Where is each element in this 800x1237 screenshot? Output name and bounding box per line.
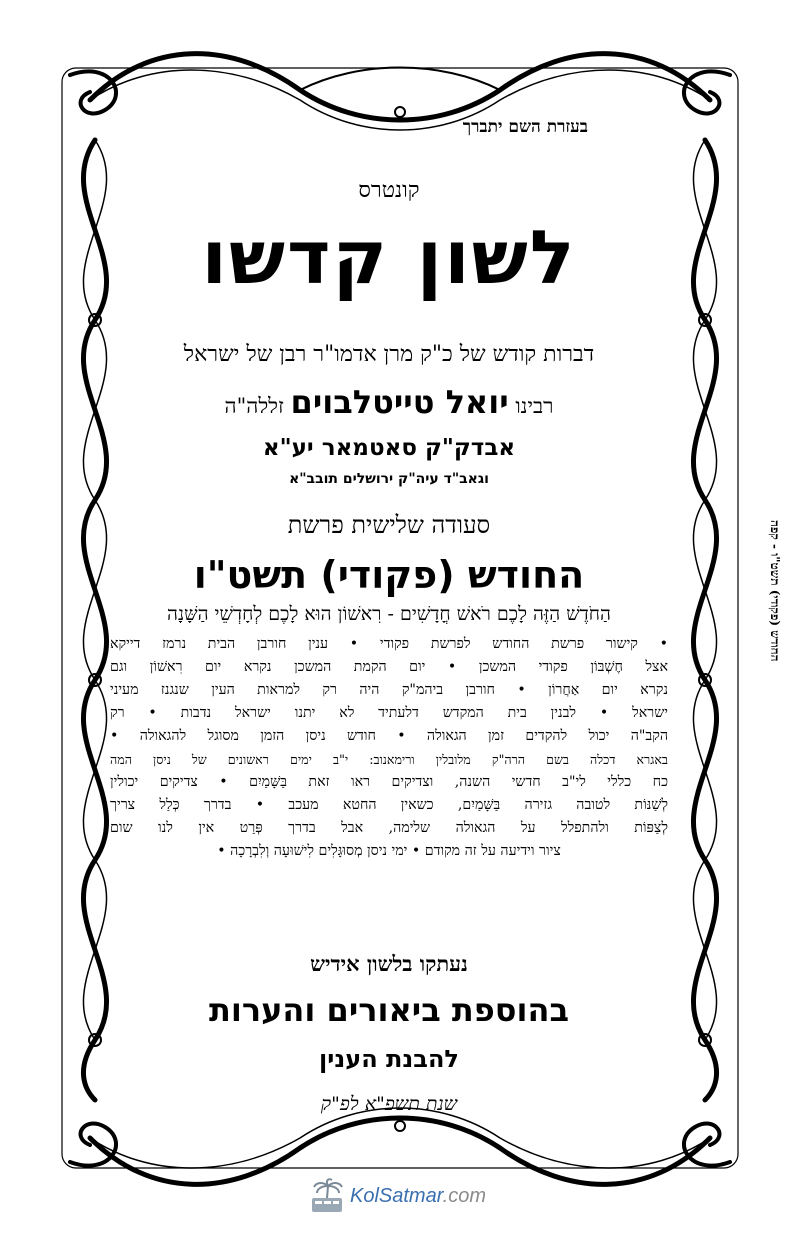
summary-line: ישראל • לבנין בית המקדש דלעתיד לא יתנו ישראל נדבות • רק — [110, 705, 668, 721]
hosafa-line: בהוספת ביאורים והערות — [209, 991, 569, 1029]
palm-tree-icon — [308, 1178, 346, 1214]
summary-line: הקב"ה יכול להקדים זמן הגאולה • חודש ניסן הזמן מסוגל להגאולה • — [110, 728, 668, 744]
summary-line: ציור וידיעה על זה מקודם • ימי ניסן מְסוּגָּלִים לִישׁוּעָה וְלִבְרָכָה • — [217, 843, 561, 859]
lehavanas-line: להבנת הענין — [319, 1045, 459, 1073]
logo-name: KolSatmar — [350, 1185, 443, 1207]
summary-line: אצל חֶשְׁבּוֹן פקודי המשכן • יום הקמת המשכן נקרא יום רִאשׁוֹן וגם — [110, 659, 668, 675]
rabbeinu-line — [110, 383, 668, 421]
rabbeinu-post: זללה"ה — [224, 394, 284, 418]
summary-line: נקרא יום אַחֲרוֹן • חורבן ביהמ"ק היה רק למראות העין שנגנז מעיני — [110, 682, 668, 698]
seuda-line: סעודה שלישית פרשת — [287, 511, 491, 539]
avd-line-2: וגאב"ד עיה"ק ירושלים תובב"א — [289, 471, 489, 487]
summary-line: כח כללי לי"ב חדשי השנה, וצדיקים ראו זאת בַּשָּׁמַיִם • צדיקים יכולין — [110, 774, 668, 790]
divrei-line: דברות קודש של כ"ק מרן אדמו"ר רבן של ישראל — [183, 342, 595, 367]
summary-line: • קישור פרשת החודש לפרשת פקודי • ענין חורבן הבית נרמז דייקא — [110, 636, 668, 652]
kuntres-label: קונטרס — [358, 178, 420, 203]
kolsatmar-logo[interactable] — [308, 1178, 508, 1214]
side-running-head: החודש (פקודי) תשט"ו - קפה — [768, 520, 782, 662]
verse-line: הַחֹדֶשׁ הַזֶּה לָכֶם רֹאשׁ חֳדָשִׁים - רִאשׁוֹן הוּא לָכֶם לְחָדְשֵׁי הַשָּׁנָה — [167, 603, 611, 625]
summary-line: לְצַפּוֹת ולהתפלל על הגאולה שלימה, אבל בדרך פְּרַט אין לנו שום — [110, 820, 668, 836]
avd-line-1: אבדק"ק סאטמאר יע"א — [262, 435, 516, 461]
logo-text — [350, 1185, 486, 1208]
rabbeinu-name: יואל טייטלבוים — [290, 383, 509, 421]
summary-line: באגרא דכלה בשם הרה"ק מלובלין ורימאנוב: י"ב ימים ראשונים של ניסן המה — [110, 752, 668, 767]
rabbeinu-pre: רבינו — [515, 394, 554, 418]
year-line: שנת תשפ"א לפ"ק — [320, 1093, 458, 1115]
top-line: בעזרת השם יתברך — [462, 117, 588, 137]
summary-block — [110, 633, 668, 863]
cover-content — [110, 105, 668, 1135]
summary-line: לְשַׁנּוֹת לטובה גזירה בַּשָּׁמַיִם, כשאין החטא מעכב • בדרך כְּלַל צריך — [110, 797, 668, 813]
logo-domain: .com — [442, 1185, 486, 1207]
neetak-line: נעתקו בלשון אידיש — [310, 951, 468, 976]
parsha-title: החודש (פקודי) תשט"ו — [193, 553, 585, 597]
main-title: לשון קדשו — [201, 215, 577, 301]
